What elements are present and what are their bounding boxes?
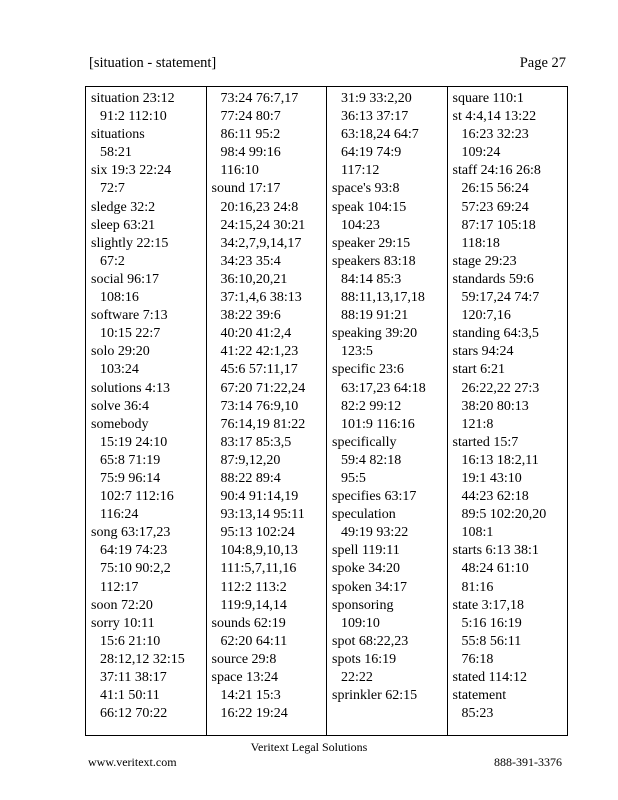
index-entry-line: specific 23:6 xyxy=(332,362,404,378)
index-continuation-line: 77:24 80:7 xyxy=(220,109,281,125)
index-continuation-line: 14:21 15:3 xyxy=(220,688,281,704)
index-continuation-line: 44:23 62:18 xyxy=(461,489,529,505)
index-continuation-line: 15:6 21:10 xyxy=(100,633,161,649)
word-index-table xyxy=(85,86,568,736)
index-entry-line: spots 16:19 xyxy=(332,651,397,667)
index-entry-line: speaking 39:20 xyxy=(332,326,418,342)
index-continuation-line: 55:8 56:11 xyxy=(461,633,522,649)
index-continuation-line: 88:11,13,17,18 xyxy=(341,290,425,306)
index-continuation-line: 121:8 xyxy=(461,416,494,432)
index-entry-line: staff 24:16 26:8 xyxy=(452,163,541,179)
index-continuation-line: 108:16 xyxy=(100,290,139,306)
index-entry-line: speaker 29:15 xyxy=(332,235,411,251)
index-entry-line: standing 64:3,5 xyxy=(452,326,539,342)
index-entry-line: sledge 32:2 xyxy=(91,199,156,215)
index-continuation-line: 41:1 50:11 xyxy=(100,688,160,704)
index-continuation-line: 67:2 xyxy=(100,253,125,269)
index-continuation-line: 90:4 91:14,19 xyxy=(220,489,299,505)
index-continuation-line: 87:9,12,20 xyxy=(220,452,281,468)
index-continuation-line: 26:15 56:24 xyxy=(461,181,529,197)
index-continuation-line: 95:13 102:24 xyxy=(220,525,295,541)
index-continuation-line: 117:12 xyxy=(341,163,380,179)
index-continuation-line: 87:17 105:18 xyxy=(461,217,536,233)
index-continuation-line: 16:22 19:24 xyxy=(220,706,288,722)
index-entry-line: soon 72:20 xyxy=(91,597,153,613)
index-continuation-line: 98:4 99:16 xyxy=(220,145,281,161)
index-continuation-line: 58:21 xyxy=(100,145,132,161)
index-continuation-line: 119:9,14,14 xyxy=(220,597,287,613)
index-continuation-line: 15:19 24:10 xyxy=(100,434,168,450)
index-continuation-line: 85:23 xyxy=(461,706,494,722)
index-continuation-line: 109:10 xyxy=(341,615,380,631)
index-continuation-line: 120:7,16 xyxy=(461,308,511,324)
index-continuation-line: 59:4 82:18 xyxy=(341,452,402,468)
index-entry-line: started 15:7 xyxy=(452,434,519,450)
index-continuation-line: 20:16,23 24:8 xyxy=(220,199,299,215)
index-continuation-line: 73:14 76:9,10 xyxy=(220,398,299,414)
index-entry-line: space's 93:8 xyxy=(332,181,400,197)
index-continuation-line: 76:18 xyxy=(461,651,494,667)
index-continuation-line: 36:10,20,21 xyxy=(220,271,288,287)
index-entry-line: specifies 63:17 xyxy=(332,489,417,505)
index-continuation-line: 37:1,4,6 38:13 xyxy=(220,290,302,306)
index-entry-line: speak 104:15 xyxy=(332,199,407,215)
index-continuation-line: 95:5 xyxy=(341,470,366,486)
index-entry-line: slightly 22:15 xyxy=(91,235,169,251)
index-continuation-line: 91:2 112:10 xyxy=(100,109,167,125)
index-continuation-line: 103:24 xyxy=(100,362,139,378)
index-continuation-line: 22:22 xyxy=(341,670,373,685)
index-continuation-line: 64:19 74:23 xyxy=(100,543,168,559)
index-continuation-line: 26:22,22 27:3 xyxy=(461,380,540,396)
index-continuation-line: 45:6 57:11,17 xyxy=(220,362,298,378)
index-column-4 xyxy=(448,87,568,735)
index-entry-line: spot 68:22,23 xyxy=(332,633,409,649)
index-entry-line: state 3:17,18 xyxy=(452,597,525,613)
index-entry-line: stated 114:12 xyxy=(452,670,528,685)
index-continuation-line: 65:8 71:19 xyxy=(100,452,161,468)
index-continuation-line: 31:9 33:2,20 xyxy=(341,91,412,106)
index-entry-line: starts 6:13 38:1 xyxy=(452,543,539,559)
index-entry-line: source 29:8 xyxy=(211,651,277,667)
index-continuation-line: 59:17,24 74:7 xyxy=(461,290,540,306)
index-continuation-line: 109:24 xyxy=(461,145,501,161)
index-continuation-line: 38:20 80:13 xyxy=(461,398,529,414)
index-entry-line: square 110:1 xyxy=(452,91,524,106)
index-continuation-line: 16:23 32:23 xyxy=(461,127,529,143)
index-column-3 xyxy=(327,87,448,735)
index-continuation-line: 116:10 xyxy=(220,163,259,179)
index-continuation-line: 112:2 113:2 xyxy=(220,579,287,595)
index-continuation-line: 86:11 95:2 xyxy=(220,127,281,143)
index-continuation-line: 123:5 xyxy=(341,344,373,360)
index-continuation-line: 75:9 96:14 xyxy=(100,470,161,486)
index-continuation-line: 76:14,19 81:22 xyxy=(220,416,306,432)
index-continuation-line: 48:24 61:10 xyxy=(461,561,529,577)
index-entry-line: song 63:17,23 xyxy=(91,525,171,541)
index-entry-line: start 6:21 xyxy=(452,362,505,378)
index-continuation-line: 75:10 90:2,2 xyxy=(100,561,171,577)
index-continuation-line: 111:5,7,11,16 xyxy=(220,561,297,577)
index-entry-line: situation 23:12 xyxy=(91,91,175,106)
index-entry-line: statement xyxy=(452,688,507,704)
index-entry-line: solve 36:4 xyxy=(91,398,149,414)
index-continuation-line: 16:13 18:2,11 xyxy=(461,452,539,468)
index-entry-line: six 19:3 22:24 xyxy=(91,163,172,179)
index-entry-line: spell 119:11 xyxy=(332,543,400,559)
index-column-1 xyxy=(86,87,207,735)
index-column-2 xyxy=(207,87,328,735)
index-continuation-line: 49:19 93:22 xyxy=(341,525,409,541)
index-continuation-line: 19:1 43:10 xyxy=(461,470,522,486)
index-continuation-line: 36:13 37:17 xyxy=(341,109,409,125)
index-entry-line: stage 29:23 xyxy=(452,253,517,269)
index-continuation-line: 102:7 112:16 xyxy=(100,489,174,505)
index-continuation-line: 73:24 76:7,17 xyxy=(220,91,299,106)
index-continuation-line: 72:7 xyxy=(100,181,125,197)
page-number: Page 27 xyxy=(519,55,566,71)
index-entry-line: sponsoring xyxy=(332,597,394,613)
index-continuation-line: 66:12 70:22 xyxy=(100,706,168,722)
index-entry-line: sorry 10:11 xyxy=(91,615,155,631)
index-continuation-line: 82:2 99:12 xyxy=(341,398,402,414)
index-continuation-line: 83:17 85:3,5 xyxy=(220,434,292,450)
index-entry-line: solutions 4:13 xyxy=(91,380,170,396)
footer-website: www.veritext.com xyxy=(88,755,177,769)
footer-company: Veritext Legal Solutions xyxy=(250,740,368,754)
index-entry-line: situations xyxy=(91,127,145,143)
index-entry-line: stars 94:24 xyxy=(452,344,514,360)
index-entry-line: space 13:24 xyxy=(211,670,278,685)
index-entry-line: sleep 63:21 xyxy=(91,217,156,233)
index-continuation-line: 89:5 102:20,20 xyxy=(461,507,547,523)
index-entry-line: solo 29:20 xyxy=(91,344,150,360)
index-continuation-line: 81:16 xyxy=(461,579,494,595)
index-continuation-line: 67:20 71:22,24 xyxy=(220,380,306,396)
index-continuation-line: 93:13,14 95:11 xyxy=(220,507,305,523)
index-entry-line: somebody xyxy=(91,416,149,432)
index-continuation-line: 64:19 74:9 xyxy=(341,145,402,161)
index-continuation-line: 34:2,7,9,14,17 xyxy=(220,235,302,251)
index-entry-line: standards 59:6 xyxy=(452,271,534,287)
index-entry-line: speakers 83:18 xyxy=(332,253,416,269)
index-entry-line: spoken 34:17 xyxy=(332,579,408,595)
footer-phone: 888-391-3376 xyxy=(494,755,562,769)
index-entry-line: software 7:13 xyxy=(91,308,168,324)
index-continuation-line: 34:23 35:4 xyxy=(220,253,281,269)
index-continuation-line: 88:22 89:4 xyxy=(220,470,281,486)
index-continuation-line: 116:24 xyxy=(100,507,139,523)
index-continuation-line: 104:23 xyxy=(341,217,380,233)
index-continuation-line: 10:15 22:7 xyxy=(100,326,161,342)
index-entry-line: sound 17:17 xyxy=(211,181,281,197)
index-continuation-line: 41:22 42:1,23 xyxy=(220,344,299,360)
index-entry-line: st 4:4,14 13:22 xyxy=(452,109,537,125)
index-continuation-line: 84:14 85:3 xyxy=(341,271,402,287)
index-entry-line: sprinkler 62:15 xyxy=(332,688,418,704)
index-continuation-line: 28:12,12 32:15 xyxy=(100,651,185,667)
index-continuation-line: 37:11 38:17 xyxy=(100,670,167,685)
index-continuation-line: 5:16 16:19 xyxy=(461,615,522,631)
index-continuation-line: 118:18 xyxy=(461,235,500,251)
index-continuation-line: 63:17,23 64:18 xyxy=(341,380,426,396)
index-entry-line: specifically xyxy=(332,434,397,450)
index-range-header: [situation - statement] xyxy=(89,55,217,71)
index-continuation-line: 63:18,24 64:7 xyxy=(341,127,419,143)
index-continuation-line: 104:8,9,10,13 xyxy=(220,543,298,559)
index-continuation-line: 101:9 116:16 xyxy=(341,416,415,432)
index-entry-line: social 96:17 xyxy=(91,271,160,287)
index-continuation-line: 57:23 69:24 xyxy=(461,199,529,215)
index-continuation-line: 24:15,24 30:21 xyxy=(220,217,306,233)
index-continuation-line: 108:1 xyxy=(461,525,494,541)
index-continuation-line: 88:19 91:21 xyxy=(341,308,409,324)
index-continuation-line: 112:17 xyxy=(100,579,139,595)
index-continuation-line: 38:22 39:6 xyxy=(220,308,281,324)
index-continuation-line: 40:20 41:2,4 xyxy=(220,326,292,342)
index-entry-line: spoke 34:20 xyxy=(332,561,401,577)
index-continuation-line: 62:20 64:11 xyxy=(220,633,288,649)
index-entry-line: sounds 62:19 xyxy=(211,615,286,631)
index-entry-line: speculation xyxy=(332,507,396,523)
